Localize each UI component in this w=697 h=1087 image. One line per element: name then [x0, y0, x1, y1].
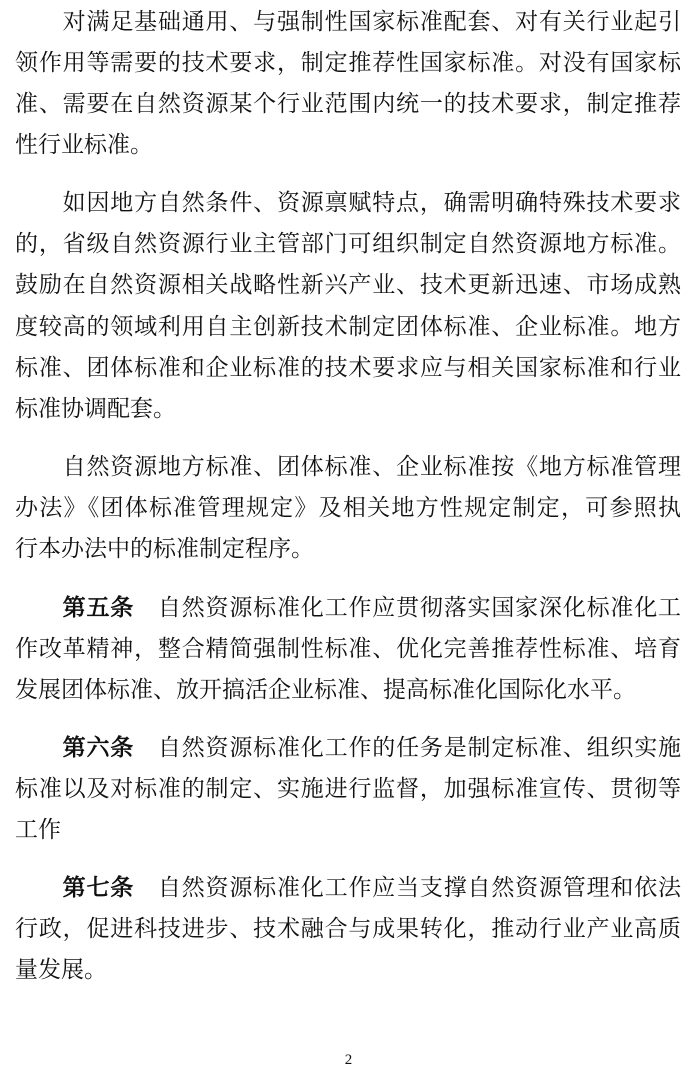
text-line: 如因地方自然条件、资源禀赋特点，确需明确特殊技术要求: [15, 190, 681, 216]
text-line: 发展团体标准、放开搞活企业标准、提高标准化国际化水平。: [15, 677, 636, 703]
text-line: 量发展。: [15, 957, 107, 983]
text-line: 标准以及对标准的制定、实施进行监督，加强标准宣传、贯彻等: [15, 776, 681, 802]
text-line: 度较高的领域利用自主创新技术制定团体标准、企业标准。地方: [15, 314, 681, 340]
text-line: 自然资源地方标准、团体标准、企业标准按《地方标准管理: [15, 454, 681, 480]
text-line: 工作: [15, 817, 61, 843]
article-heading: 第七条: [62, 874, 135, 901]
article-line: [15, 729, 681, 767]
text-line: 办法》《团体标准管理规定》及相关地方性规定制定，可参照执: [15, 495, 681, 521]
text-line: 鼓励在自然资源相关战略性新兴产业、技术更新迅速、市场成熟: [15, 272, 681, 298]
text-line: 作改革精神，整合精简强制性标准、优化完善推荐性标准、培育: [15, 636, 681, 662]
text-line: 性行业标准。: [15, 132, 153, 158]
article-heading: 第五条: [62, 594, 135, 621]
text-line: 行政，促进科技进步、技术融合与成果转化，推动行业产业高质: [15, 916, 681, 942]
text-line: 标准、团体标准和企业标准的技术要求应与相关国家标准和行业: [15, 355, 681, 381]
text-line: 标准协调配套。: [15, 396, 176, 422]
article-heading: 第六条: [62, 734, 135, 761]
text-line: 行本办法中的标准制定程序。: [15, 536, 314, 562]
article-line: [15, 589, 681, 627]
text-line: 自然资源标准化工作应贯彻落实国家深化标准化工: [157, 595, 682, 621]
text-line: 准、需要在自然资源某个行业范围内统一的技术要求，制定推荐: [15, 91, 681, 117]
text-line: 对满足基础通用、与强制性国家标准配套、对有关行业起引: [15, 9, 681, 35]
text-line: 自然资源标准化工作的任务是制定标准、组织实施: [157, 735, 682, 761]
page-number: 2: [344, 1052, 353, 1068]
text-line: 领作用等需要的技术要求，制定推荐性国家标准。对没有国家标: [15, 50, 681, 76]
article-line: [15, 869, 681, 907]
text-line: 自然资源标准化工作应当支撑自然资源管理和依法: [157, 875, 682, 901]
text-line: 的，省级自然资源行业主管部门可组织制定自然资源地方标准。: [15, 231, 681, 257]
